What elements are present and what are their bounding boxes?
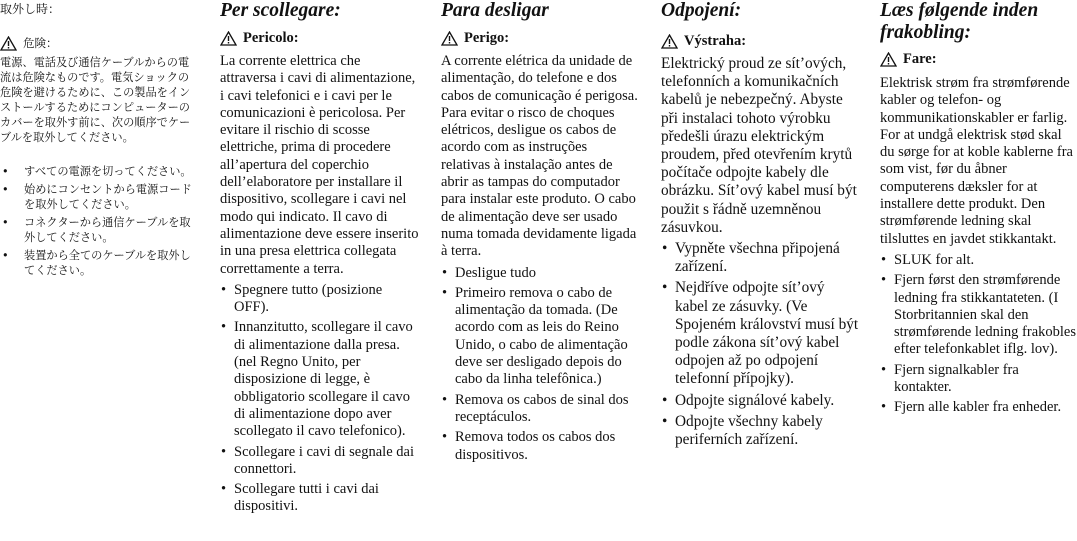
column-danish	[880, 0, 1077, 420]
disconnect-steps	[220, 282, 420, 516]
danger-text: La corrente elettrica che attraversa i cavi di alimentazione, i cavi telefonici e i cavi per le comunicazioni è pericolosa. Per evitare il rischio di scosse elettriche, prima di procedere all’apertura del coperchio dell’elaboratore per installare il dispositivo, scollegare i cavi nel modo qui indicato. Il cavo di alimentazione deve essere inserito in una presa elettrica collegata correttamente a terra.	[220, 53, 419, 277]
list-item: • 装置から全てのケーブルを取外してください。	[0, 248, 200, 278]
warning-triangle-icon	[0, 36, 17, 51]
list-item: • Vypněte všechna připojená zařízení.	[661, 240, 859, 276]
section-title: Para desligar	[441, 0, 549, 21]
disconnect-steps	[441, 265, 639, 464]
danger-heading	[661, 32, 859, 50]
list-item: • Nejdříve odpojte sít’ový kabel ze zásuvky. (Ve Spojeném království musí být podle zákona sít’ový kabel odpojen až po odpojení telefonní přípojky).	[661, 279, 859, 388]
warning-triangle-icon	[441, 31, 458, 46]
list-item: • 始めにコンセントから電源コードを取外してください。	[0, 182, 200, 212]
danger-text: 電源、電話及び通信ケーブルからの電流は危険なものです。電気ショックの危険を避けるために、この製品をインストールするためにコンピューターのカバーを取外す前に、次の順序でケーブルを取外してください。	[0, 56, 191, 144]
list-item: • SLUK for alt.	[880, 252, 1077, 269]
danger-heading	[441, 29, 639, 47]
danger-text: A corrente elétrica da unidade de alimentação, do telefone e dos cabos de comunicação é perigosa. Para evitar o risco de choques elétricos, desligue os cabos de acordo com as instruções relativas à instalação antes de abrir as tampas do computador para instalar este produto. O cabo de alimentação deve ser usado numa tomada devidamente ligada à terra.	[441, 53, 638, 260]
danger-heading	[880, 50, 1077, 68]
danger-heading	[220, 29, 420, 47]
list-item: • Fjern alle kabler fra enheder.	[880, 399, 1077, 416]
disconnect-steps	[661, 240, 859, 449]
list-item: • Desligue tudo	[441, 265, 639, 282]
danger-label: Pericolo:	[243, 30, 299, 46]
list-item: • Remova os cabos de sinal dos receptáculos.	[441, 392, 639, 427]
column-italian	[220, 0, 420, 519]
section-title: Per scollegare:	[220, 0, 341, 21]
danger-text: Elektrisk strøm fra strømførende kabler og telefon- og kommunikationskabler er farlig. For at undgå elektrisk stød skal du sørge for at koble kablerne fra som vist, før du åbner computerens dæksler for at installere dette produkt. Den strømførende ledning skal tilsluttes en javdet stikkantakt.	[880, 75, 1073, 247]
list-item: • Remova todos os cabos dos dispositivos.	[441, 429, 639, 464]
list-item: • Fjern signalkabler fra kontakter.	[880, 362, 1077, 397]
list-item: • コネクターから通信ケーブルを取外してください。	[0, 215, 200, 245]
danger-text: Elektrický proud ze sít’ových, telefonních a komunikačních kabelů je nebezpečný. Abyste při instalaci tohoto výrobku předešli úrazu elektrickým proudem, před otevřením krytů počítače odpojte kabely dle obrázku. Sít’ový kabel musí být použit s řádně uzemněnou zásuvkou.	[661, 55, 857, 236]
warning-triangle-icon	[880, 52, 897, 67]
list-item: • Spegnere tutto (posizione OFF).	[220, 282, 420, 317]
warning-triangle-icon	[220, 31, 237, 46]
danger-label: Výstraha:	[684, 33, 747, 49]
disconnect-steps	[0, 164, 200, 278]
section-title: Odpojení:	[661, 0, 742, 21]
list-item: • Odpojte signálové kabely.	[661, 392, 859, 410]
list-item: • Scollegare tutti i cavi dai dispositivi.	[220, 481, 420, 516]
list-item: • すべての電源を切ってください。	[0, 164, 200, 179]
list-item: • Odpojte všechny kabely periferních zařízení.	[661, 413, 859, 449]
list-item: • Innanzitutto, scollegare il cavo di alimentazione dalla presa. (nel Regno Unito, per disposizione di legge, è obbligatorio scollegare il cavo di alimentazione dopo aver scollegato il cavo telefonico).	[220, 319, 420, 440]
list-item: • Scollegare i cavi di segnale dai connettori.	[220, 444, 420, 479]
column-japanese	[0, 0, 200, 281]
column-czech	[661, 0, 859, 452]
list-item: • Primeiro remova o cabo de alimentação da tomada. (De acordo com as leis do Reino Unido, o cabo de alimentação deve ser desligado depois do cabo da linha telefônica.)	[441, 285, 639, 389]
column-portuguese	[441, 0, 639, 467]
danger-label: 危険：	[23, 36, 58, 50]
danger-heading	[0, 34, 200, 52]
disconnect-steps	[880, 252, 1077, 417]
danger-label: Perigo:	[464, 30, 510, 46]
list-item: • Fjern først den strømførende ledning fra stikkantateten. (I Storbritannien skal den strømførende ledning frakobles efter telefonkablet iflg. lov).	[880, 272, 1077, 358]
section-title: Læs følgende inden frakobling:	[880, 0, 1039, 43]
danger-label: Fare:	[903, 51, 937, 67]
section-title: 取外し時：	[0, 2, 61, 16]
warning-triangle-icon	[661, 34, 678, 49]
